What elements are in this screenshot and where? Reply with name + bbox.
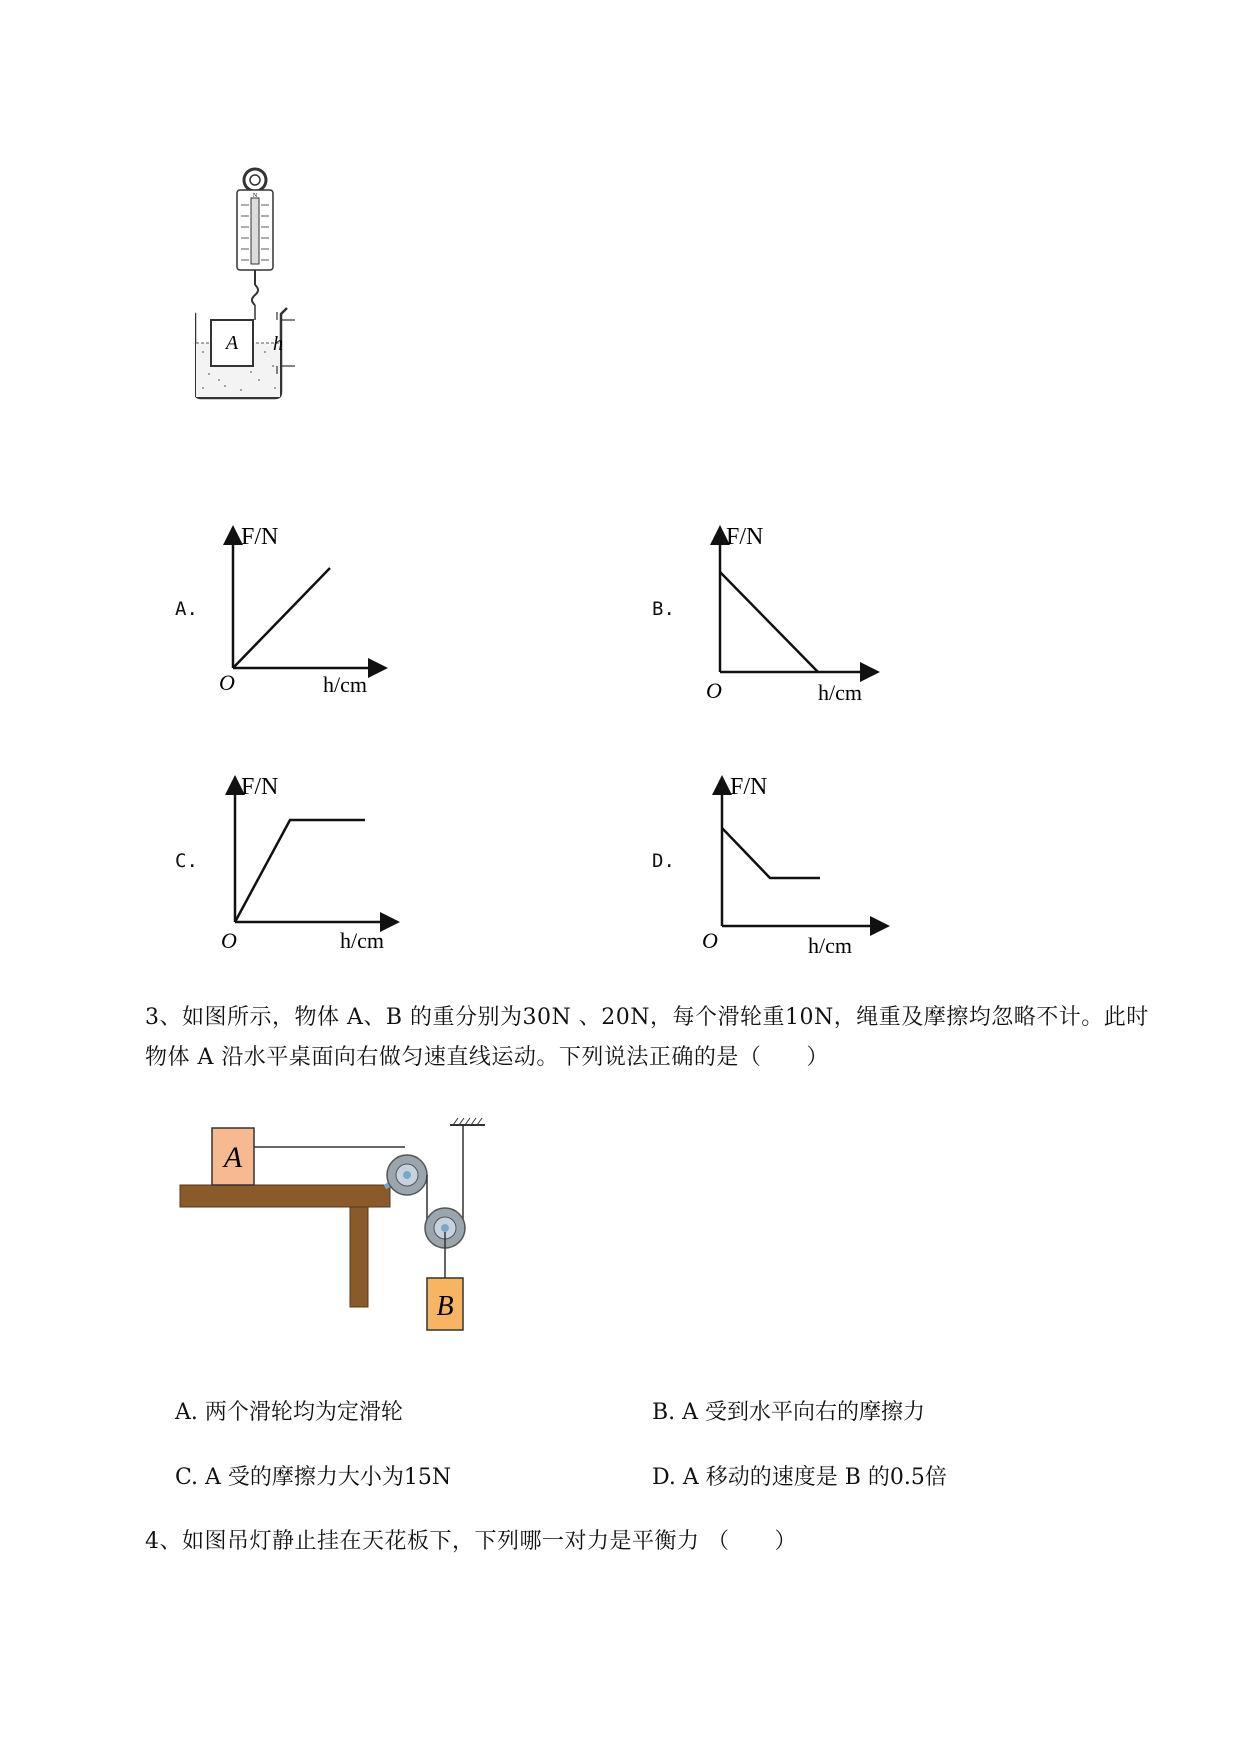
option-b-letter: B. bbox=[652, 598, 675, 620]
q3-choice-c: C. A 受的摩擦力大小为15N bbox=[175, 1465, 452, 1490]
option-d-origin: O bbox=[702, 928, 718, 953]
block-a-label: A bbox=[225, 332, 239, 354]
option-b-origin: O bbox=[706, 678, 722, 703]
option-a-ylabel: F/N bbox=[241, 524, 279, 550]
option-d-ylabel: F/N bbox=[730, 774, 768, 800]
pulley-system-figure bbox=[175, 1105, 505, 1355]
option-c-origin: O bbox=[221, 928, 237, 953]
depth-label: h bbox=[273, 333, 283, 355]
option-b-xlabel: h/cm bbox=[818, 680, 862, 705]
option-a-graph bbox=[215, 520, 395, 700]
option-a-letter: A. bbox=[175, 598, 198, 620]
option-b-ylabel: F/N bbox=[726, 524, 764, 550]
block-a-label-q3: A bbox=[223, 1141, 243, 1174]
option-b-graph bbox=[700, 520, 890, 710]
block-b-label: B bbox=[436, 1291, 454, 1322]
spring-scale-beaker-figure bbox=[195, 160, 345, 450]
option-d-letter: D. bbox=[652, 850, 675, 872]
option-a-origin: O bbox=[219, 670, 235, 695]
option-d-xlabel: h/cm bbox=[808, 933, 852, 958]
scale-unit: N bbox=[252, 193, 258, 199]
option-c-ylabel: F/N bbox=[241, 774, 279, 800]
option-a-xlabel: h/cm bbox=[323, 672, 367, 697]
question-3-line-1: 3、如图所示，物体 A、B 的重分别为30N 、20N，每个滑轮重10N，绳重及摩擦均忽略不计。此时 bbox=[145, 1005, 1149, 1030]
q3-choice-d: D. A 移动的速度是 B 的0.5倍 bbox=[652, 1465, 947, 1490]
question-3-line-2: 物体 A 沿水平桌面向右做匀速直线运动。下列说法正确的是（ ） bbox=[145, 1045, 829, 1070]
option-c-graph bbox=[215, 770, 415, 960]
q3-choice-b: B. A 受到水平向右的摩擦力 bbox=[652, 1400, 926, 1425]
option-c-letter: C. bbox=[175, 850, 198, 872]
question-4-line-1: 4、如图吊灯静止挂在天花板下，下列哪一对力是平衡力 （ ） bbox=[145, 1529, 797, 1554]
option-d-graph bbox=[700, 770, 900, 965]
q3-choice-a: A. 两个滑轮均为定滑轮 bbox=[175, 1400, 403, 1425]
option-c-xlabel: h/cm bbox=[340, 928, 384, 953]
